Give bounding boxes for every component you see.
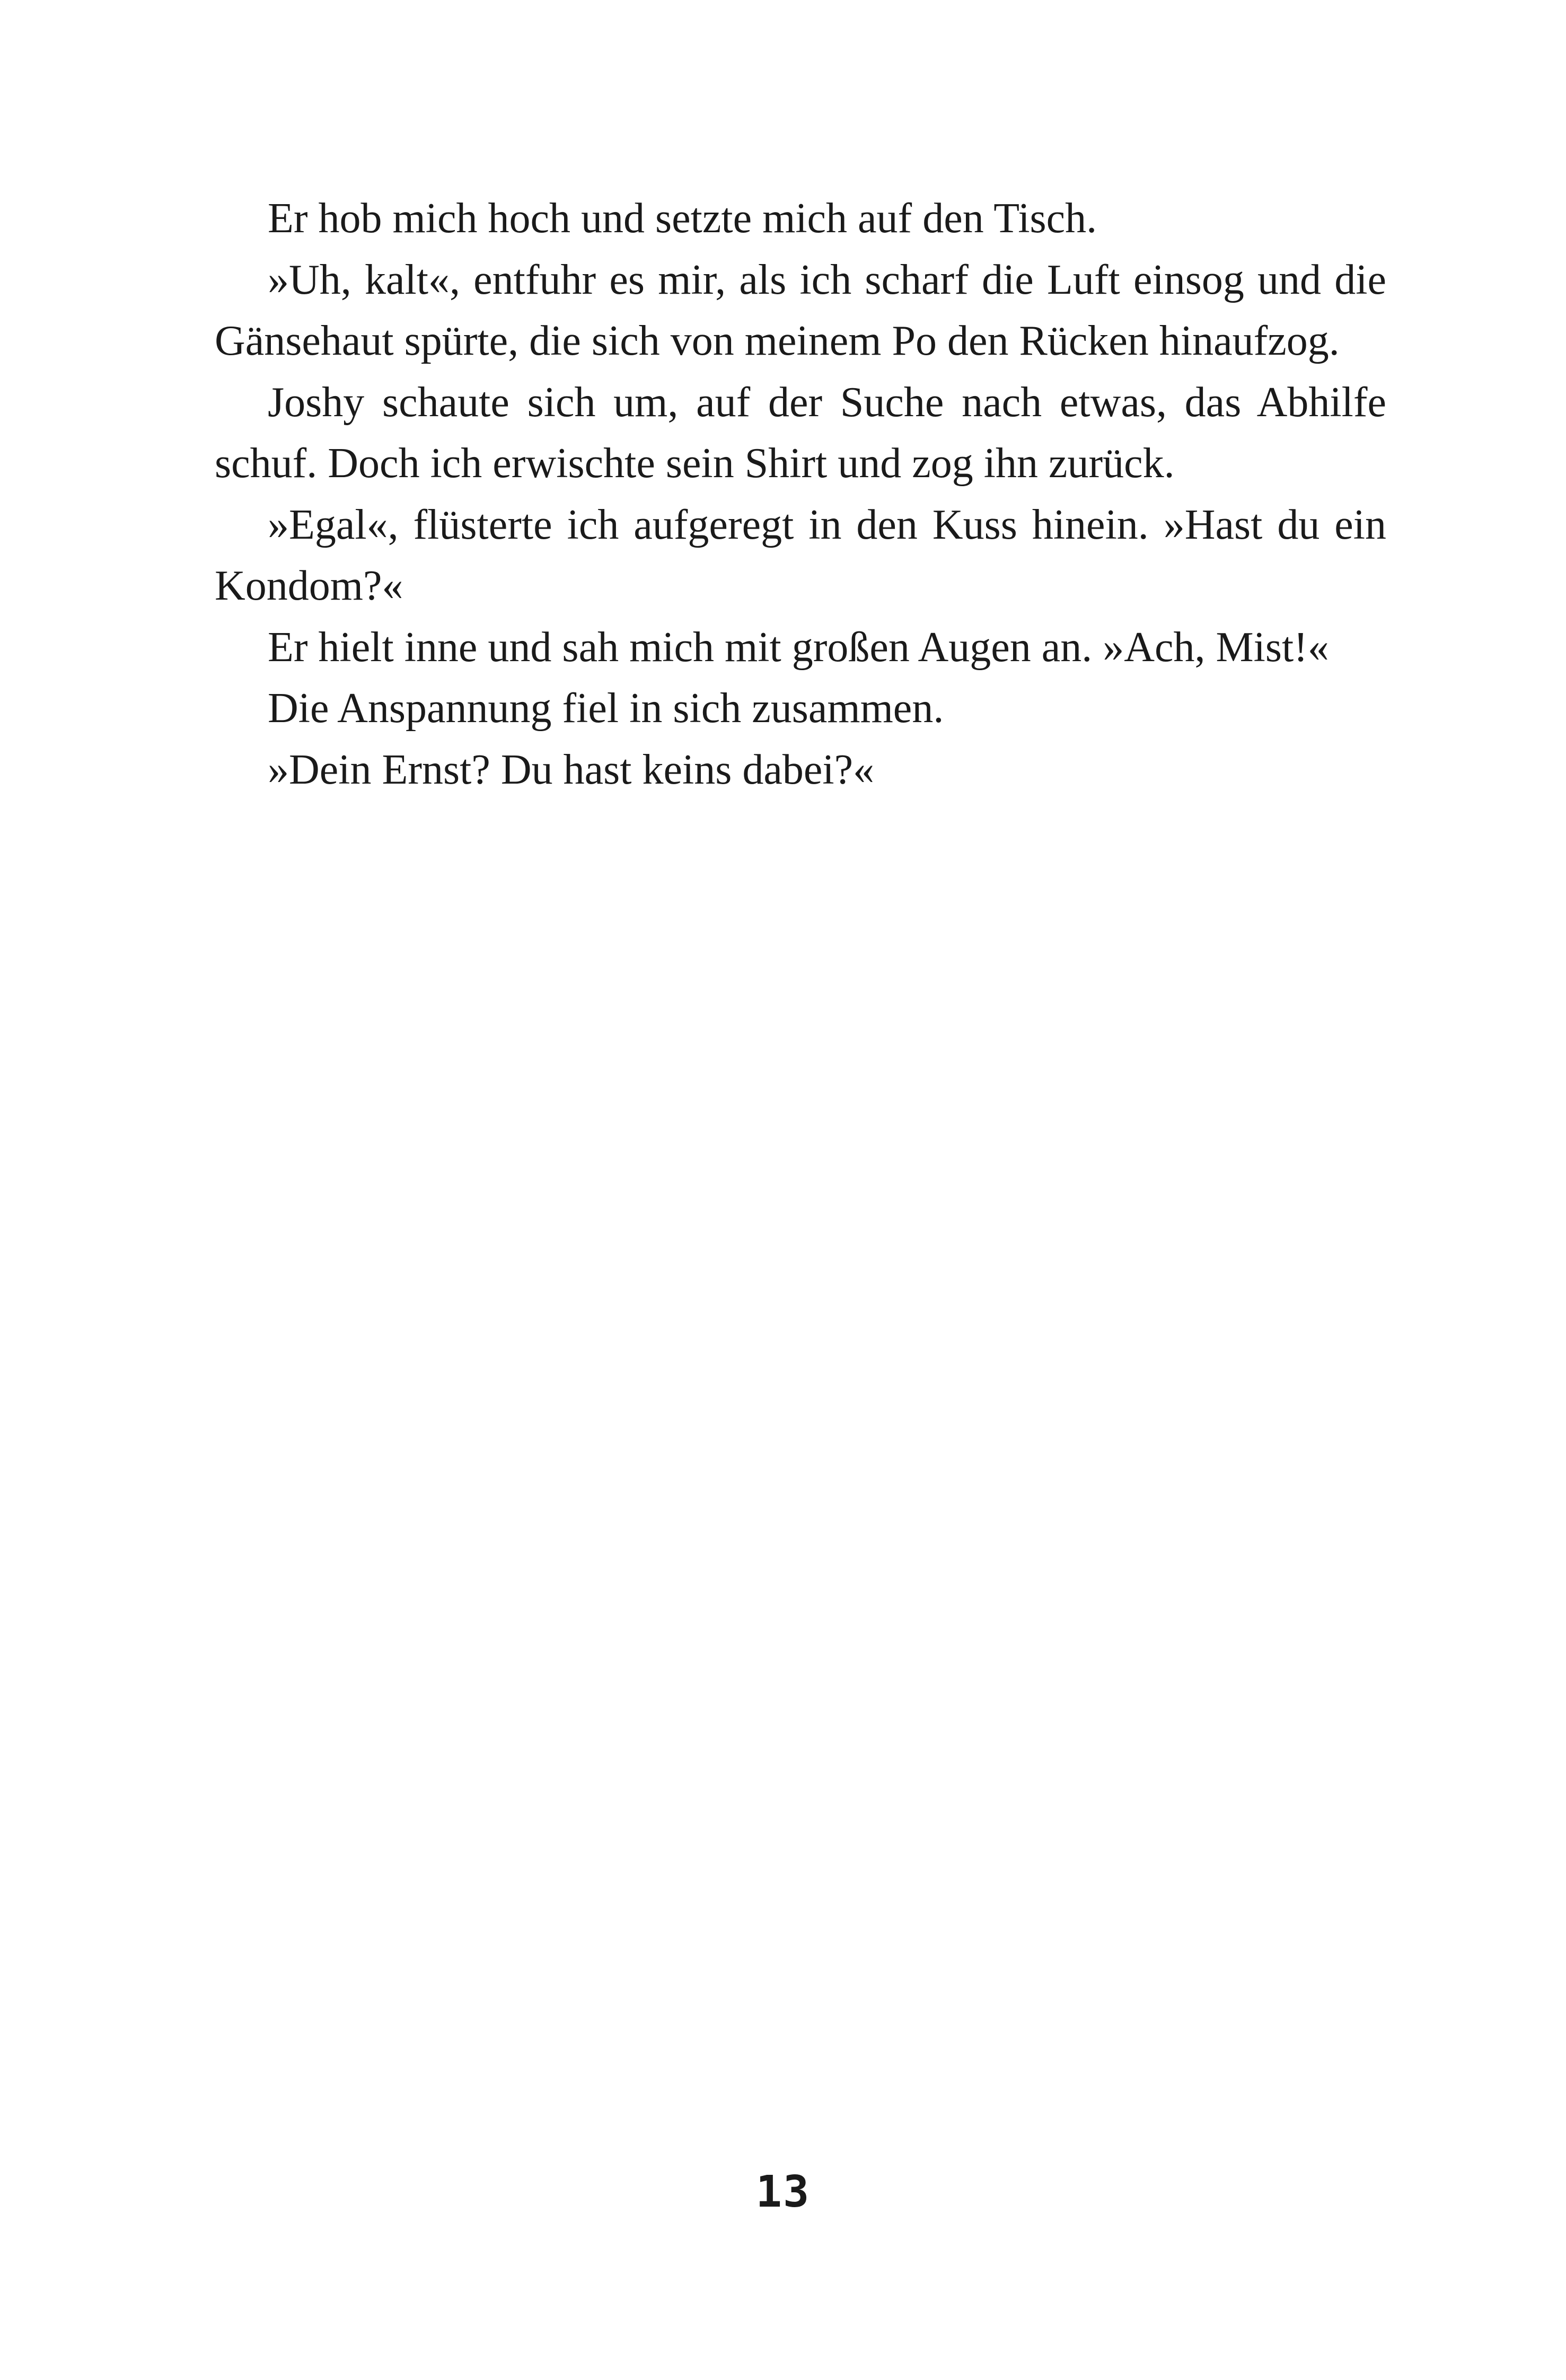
paragraph: Joshy schaute sich um, auf der Suche nach etwas, das Abhilfe schuf. Doch ich erwischte sein Shirt und zog ihn zurück. <box>215 379 1386 487</box>
paragraph: Die Anspannung fiel in sich zusammen. <box>268 685 944 732</box>
paragraph: Er hob mich hoch und setzte mich auf den Tisch. <box>268 195 1097 242</box>
paragraph: »Egal«, flüsterte ich aufgeregt in den Kuss hinein. »Hast du ein Kondom?« <box>215 501 1386 609</box>
page-number: 13 <box>755 2167 811 2217</box>
body-text <box>215 188 1386 801</box>
paragraph: »Dein Ernst? Du hast keins dabei?« <box>268 746 875 793</box>
paragraph: Er hielt inne und sah mich mit großen Augen an. »Ach, Mist!« <box>268 623 1329 671</box>
paragraph: »Uh, kalt«, entfuhr es mir, als ich scharf die Luft einsog und die Gänsehaut spürte, die sich von meinem Po den Rücken hinaufzog. <box>215 256 1386 364</box>
